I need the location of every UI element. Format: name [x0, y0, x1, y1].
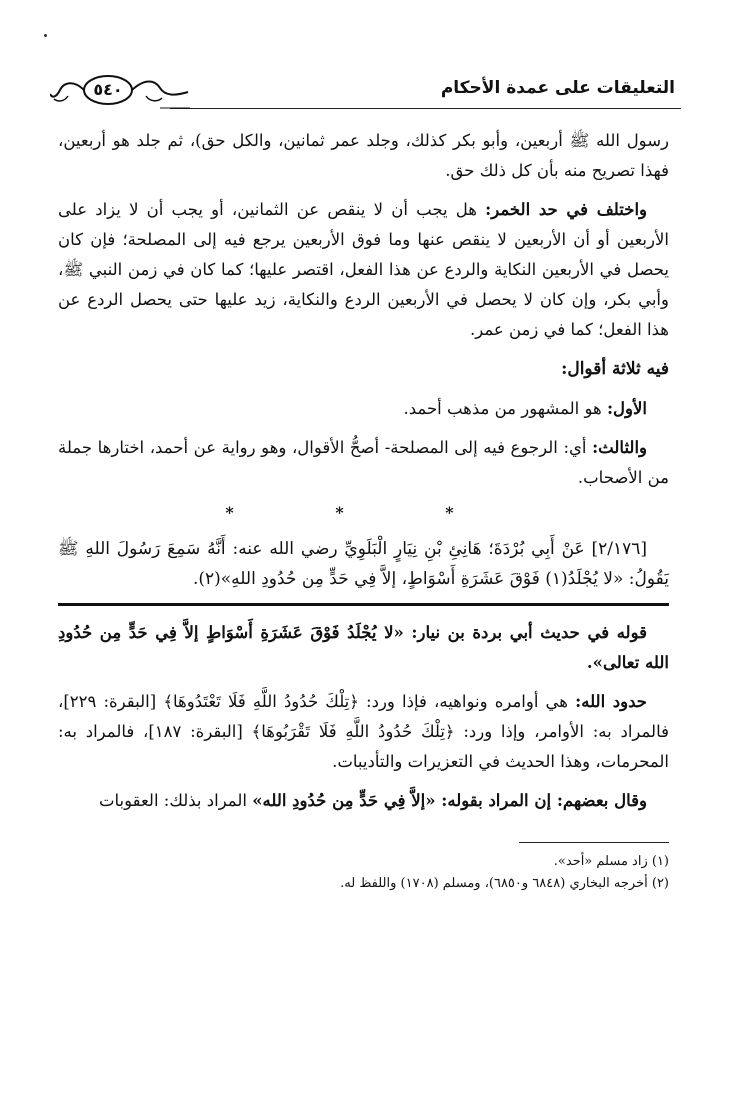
- running-title: التعليقات على عمدة الأحكام: [440, 78, 675, 98]
- paragraph-2-text: هل يجب أن لا ينقص عن الثمانين، أو يجب أن لا يزاد على الأربعين أو أن الأربعين لا ينقص عنها وما فوق الأربعين يرجع فيه إلى المصلحة؛ فإن كان يحصل في الأربعين النكاية والردع عن هذا الفعل، اقتصر عليها؛ كما كان في زمن النبي ﷺ، وأبي بكر، وإن كان لا يحصل في الأربعين الردع والنكاية، زيد عليها حتى يحصل الردع عن هذا الفعل؛ كما في زمن عمر.: [58, 200, 669, 339]
- header-rule: [170, 108, 681, 109]
- opinion-1-lead: الأول:: [606, 399, 647, 418]
- footnote-2: (٢) أخرجه البخاري (٦٨٤٨ و٦٨٥٠)، ومسلم (١٧٠٨) واللفظ له.: [340, 876, 669, 891]
- page-body: [58, 126, 669, 895]
- commentary-paragraph-2-text: المراد بذلك: العقوبات: [98, 791, 253, 810]
- commentary-heading: قوله في حديث أبي بردة بن نيار: «لا يُجْلَدُ فَوْقَ عَشَرَةِ أَسْوَاطٍ إلاَّ فِي حَدٍّ مِن حُدُودِ الله تعالى».: [58, 623, 669, 672]
- commentary-paragraph-2-lead: وقال بعضهم: إن المراد بقوله: «إلاَّ فِي حَدٍّ مِن حُدُودِ الله»: [252, 791, 647, 810]
- opinion-3-text: أي: الرجوع فيه إلى المصلحة- أصحُّ الأقوال، وهو رواية عن أحمد، اختارها جملة من الأصحاب.: [58, 438, 669, 487]
- page-speck: [44, 34, 47, 37]
- footnote-1: (١) زاد مسلم «أحد».: [553, 854, 669, 869]
- running-header: [50, 66, 681, 116]
- paragraph-2-lead: واختلف في حد الخمر:: [485, 200, 647, 219]
- opinion-1: [58, 394, 669, 424]
- hadith-text: [٢/١٧٦] عَنْ أَبِي بُرْدَةَ؛ هَانِئِ بْنِ نِيَارٍ الْبَلَوِيِّ رضي الله عنه: أَنَّهُ سَمِعَ رَسُولَ اللهِ ﷺ يَقُولُ: «لا يُجْلَدُ(١) فَوْقَ عَشَرَةِ أَسْوَاطٍ، إلاَّ فِي حَدٍّ مِن حُدُودِ اللهِ»(٢).: [58, 539, 669, 589]
- commentary-divider: [58, 603, 669, 606]
- commentary-paragraph-2: [58, 786, 669, 816]
- section-separator-stars: * * *: [225, 503, 502, 522]
- footnote-separator: [519, 842, 669, 843]
- opinion-3-lead: والثالث:: [592, 438, 647, 457]
- paragraph-2: [58, 195, 669, 345]
- opinion-1-text: هو المشهور من مذهب أحمد.: [403, 399, 607, 418]
- opinion-3: [58, 433, 669, 493]
- section-heading: فيه ثلاثة أقوال:: [561, 359, 669, 379]
- paragraph-1: رسول الله ﷺ أربعين، وأبو بكر كذلك، وجلد عمر ثمانين، والكل حق)، ثم جلد هو أربعين، فهذا تصريح منه بأن كل ذلك حق.: [58, 131, 669, 180]
- commentary-paragraph-1-text: هي أوامره ونواهيه، فإذا ورد: ﴿تِلْكَ حُدُودُ اللَّهِ فَلَا تَعْتَدُوهَا﴾ [البقرة: ٢٢٩]، فالمراد به: الأوامر، وإذا ورد: ﴿تِلْكَ حُدُودُ اللَّهِ فَلَا تَقْرَبُوهَا﴾ [البقرة: ١٨٧]، فالمراد به: المحرمات، وهذا الحديث في التعزيرات والتأديبات.: [58, 692, 669, 771]
- page-number: ٥٤٠: [93, 80, 123, 99]
- commentary-paragraph-1-lead: حدود الله:: [575, 692, 647, 711]
- commentary-paragraph-1: [58, 687, 669, 777]
